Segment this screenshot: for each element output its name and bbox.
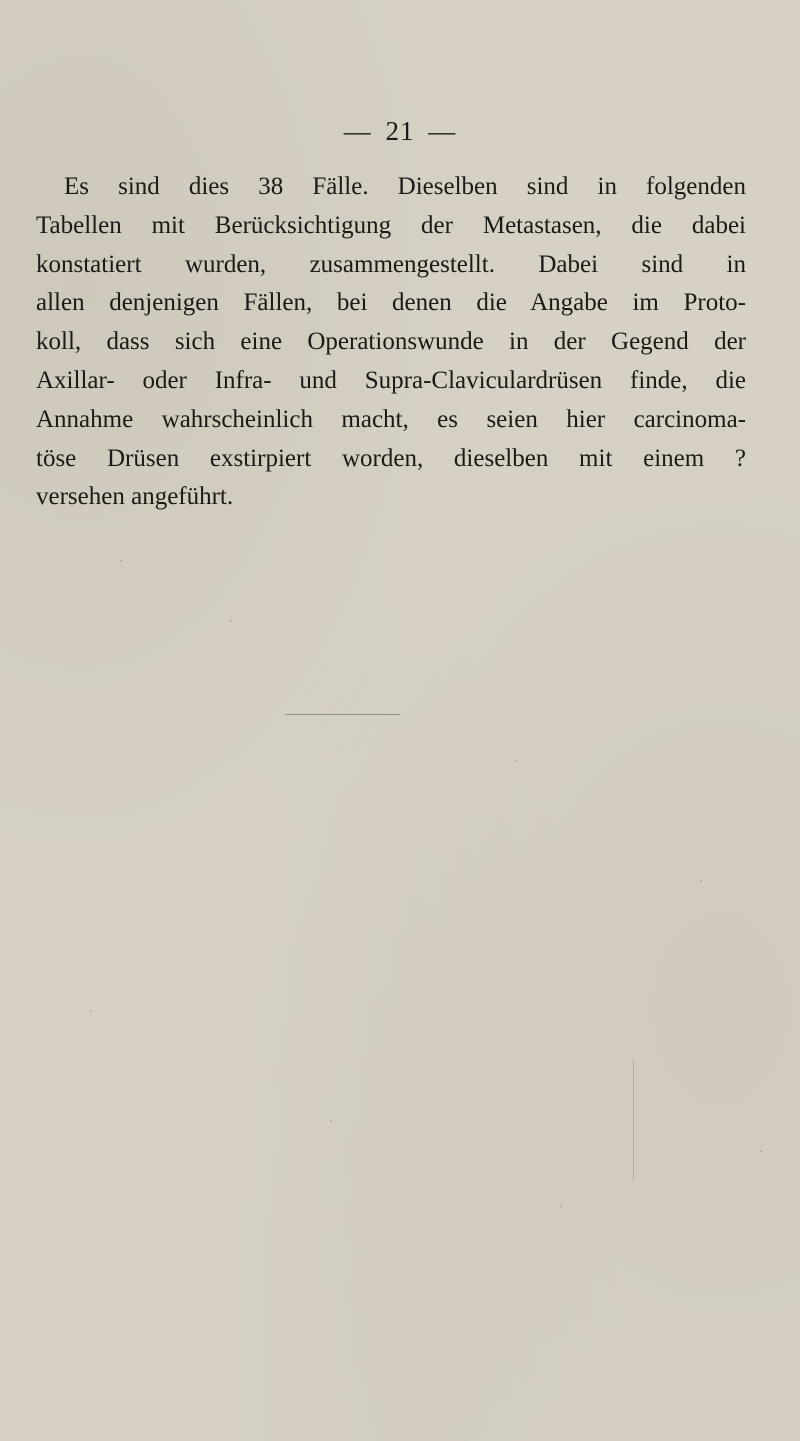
text-line: konstatiert wurden, zusammengestellt. Dabei sind in [36, 250, 746, 278]
paper-crease [633, 1060, 634, 1180]
text-line: versehen angeführt. [36, 483, 234, 511]
text-line: Axillar- oder Infra- und Supra-Claviculardrüsen finde, die [36, 366, 746, 394]
paper-speck [515, 760, 517, 762]
text-line: töse Drüsen exstirpiert worden, dieselben mit einem ? [36, 444, 746, 472]
text-line: Tabellen mit Berücksichtigung der Metastasen, die dabei [36, 211, 746, 239]
text-line: Es sind dies 38 Fälle. Dieselben sind in folgenden [64, 173, 746, 200]
paper-speck [90, 1010, 92, 1012]
body-paragraph [36, 168, 746, 517]
text-line: allen denjenigen Fällen, bei denen die Angabe im Proto- [36, 289, 746, 317]
text-line: Annahme wahrscheinlich macht, es seien hier carcinoma- [36, 405, 746, 433]
paper-speck [760, 1150, 762, 1152]
paper-speck [120, 560, 122, 562]
text-line: koll, dass sich eine Operationswunde in der Gegend der [36, 328, 746, 356]
paper-speck [330, 1120, 332, 1122]
paper-speck [230, 620, 232, 622]
page-number: — 21 — [343, 116, 457, 146]
section-divider [285, 714, 400, 715]
paper-speck [700, 880, 702, 882]
paper-speck [560, 1205, 562, 1207]
